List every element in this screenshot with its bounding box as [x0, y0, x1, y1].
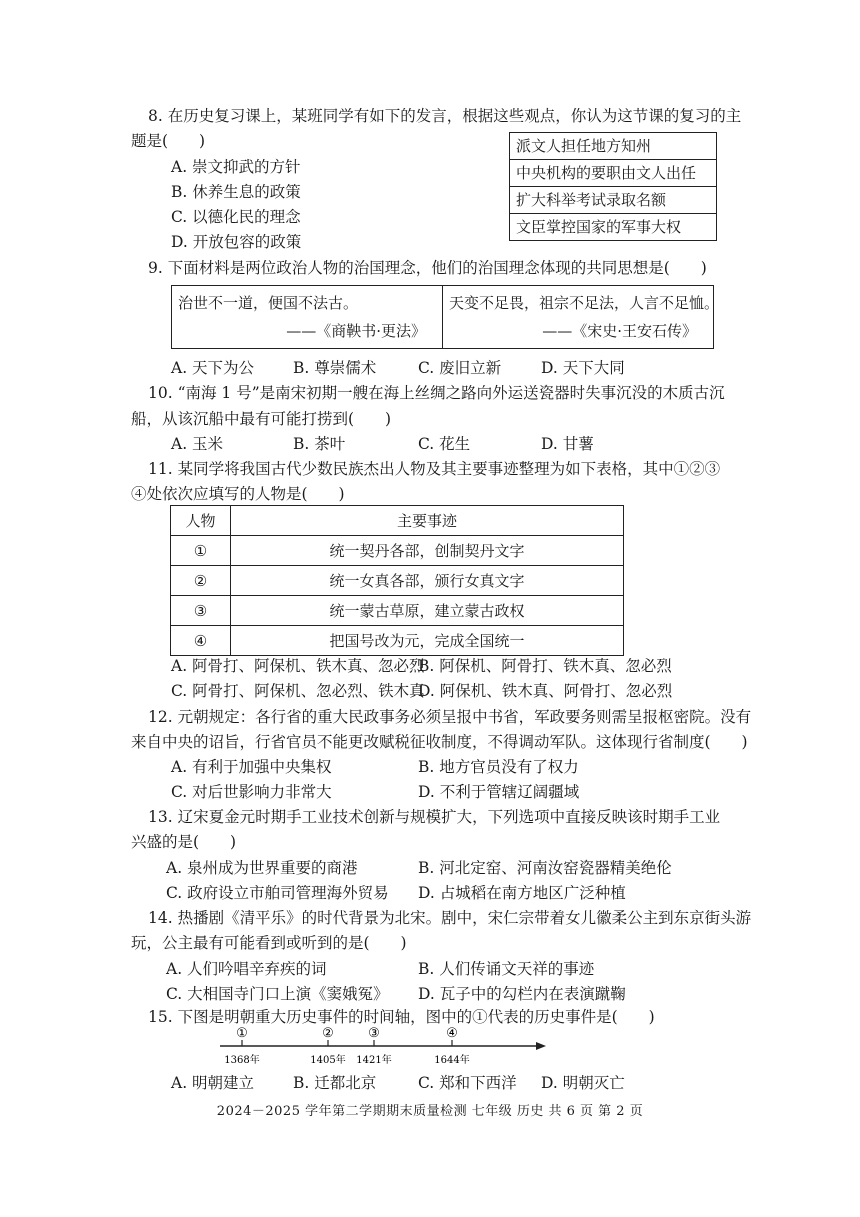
q8-statement: 中央机构的要职由文人出任: [510, 160, 716, 187]
q11-cell-marker: ④: [171, 626, 231, 656]
q10-option-b: B. 茶叶: [293, 435, 346, 453]
q10-stem-line1: 10. “南海 1 号”是南宋初期一艘在海上丝绸之路向外运送瓷器时失事沉没的木质古沉: [148, 384, 725, 402]
q8-option-a: A. 崇文抑武的方针: [171, 158, 301, 176]
q8-option-d: D. 开放包容的政策: [171, 233, 302, 251]
page-footer: 2024－2025 学年第二学期期末质量检测 七年级 历史 共 6 页 第 2 页: [216, 1104, 644, 1119]
q14-option-b: B. 人们传诵文天祥的事迹: [418, 960, 595, 978]
q11-stem-line1: 11. 某同学将我国古代少数民族杰出人物及其主要事迹整理为如下表格，其中①②③: [148, 460, 721, 478]
q9-right-source: ——《宋史·王安石传》: [542, 322, 697, 340]
table-row: [171, 566, 624, 596]
table-header-row: [171, 506, 624, 536]
q10-stem-line2: 船，从该沉船中最有可能打捞到( ): [131, 410, 392, 428]
q11-cell-deed: 统一女真各部，颁行女真文字: [231, 566, 624, 596]
q13-option-c: C. 政府设立市舶司管理海外贸易: [166, 884, 389, 902]
q11-option-d: D. 阿保机、铁木真、阿骨打、忽必烈: [418, 682, 673, 700]
q8-stem-line2: 题是( ): [131, 132, 206, 150]
q11-cell-marker: ②: [171, 566, 231, 596]
q11-option-a: A. 阿骨打、阿保机、铁木真、忽必烈: [171, 657, 425, 675]
q8-statement: 扩大科举考试录取名额: [510, 187, 716, 214]
timeline-marker: ③: [368, 1026, 380, 1041]
q11-cell-marker: ③: [171, 596, 231, 626]
q8-option-c: C. 以德化民的理念: [171, 208, 301, 226]
q9-option-d: D. 天下大同: [541, 359, 625, 377]
table-row: [171, 626, 624, 656]
q14-option-a: A. 人们吟唱辛弃疾的词: [166, 960, 327, 978]
timeline-marker: ②: [322, 1026, 334, 1041]
q12-stem-line2: 来自中央的诏旨，行省官员不能更改赋税征收制度，不得调动军队。这体现行省制度( ): [131, 733, 748, 751]
q14-option-c: C. 大相国寺门口上演《窦娥冤》: [166, 985, 389, 1003]
q13-option-d: D. 占城稻在南方地区广泛种植: [418, 884, 626, 902]
q14-stem-line2: 玩，公主最有可能看到或听到的是( ): [131, 934, 407, 952]
q12-option-a: A. 有利于加强中央集权: [171, 758, 332, 776]
q9-left-source: ——《商鞅书·更法》: [286, 322, 426, 340]
q9-material-right: [442, 286, 720, 348]
timeline-year: 1368年: [224, 1055, 260, 1066]
q11-option-c: C. 阿骨打、阿保机、忽必烈、铁木真: [171, 682, 425, 700]
q8-option-b: B. 休养生息的政策: [171, 183, 301, 201]
q9-left-quote: 治世不一道，便国不法古。: [178, 294, 359, 312]
table-row: [171, 536, 624, 566]
q15-timeline: [210, 1026, 550, 1070]
q14-option-d: D. 瓦子中的勾栏内在表演蹴鞠: [418, 985, 626, 1003]
q12-option-b: B. 地方官员没有了权力: [418, 758, 579, 776]
q15-option-a: A. 明朝建立: [171, 1074, 255, 1092]
q12-option-c: C. 对后世影响力非常大: [171, 783, 332, 801]
q9-option-b: B. 尊崇儒术: [293, 359, 377, 377]
q15-option-d: D. 明朝灭亡: [541, 1074, 625, 1092]
timeline-year: 1421年: [356, 1055, 392, 1066]
q10-option-c: C. 花生: [418, 435, 471, 453]
timeline-marker: ④: [446, 1026, 458, 1041]
timeline-marker: ①: [236, 1026, 248, 1041]
q9-option-a: A. 天下为公: [171, 359, 255, 377]
q9-right-quote: 天变不足畏，祖宗不足法，人言不足恤。: [449, 294, 720, 312]
q9-stem: 9. 下面材料是两位政治人物的治国理念，他们的治国理念体现的共同思想是( ): [148, 259, 707, 277]
q8-stem-line1: 8. 在历史复习课上，某班同学有如下的发言，根据这些观点，你认为这节课的复习的主: [148, 107, 742, 125]
q8-statements-box: [509, 132, 717, 241]
q15-option-c: C. 郑和下西洋: [418, 1074, 517, 1092]
q11-cell-deed: 把国号改为元，完成全国统一: [231, 626, 624, 656]
q11-stem-line2: ④处依次应填写的人物是( ): [131, 485, 345, 503]
q13-stem-line1: 13. 辽宋夏金元时期手工业技术创新与规模扩大，下列选项中直接反映该时期手工业: [148, 808, 721, 826]
q11-cell-marker: ①: [171, 536, 231, 566]
q11-option-b: B. 阿保机、阿骨打、铁木真、忽必烈: [418, 657, 672, 675]
q9-material-box: [171, 285, 720, 349]
q13-option-b: B. 河北定窑、河南汝窑瓷器精美绝伦: [418, 859, 672, 877]
q10-option-d: D. 甘薯: [541, 435, 594, 453]
timeline-year: 1405年: [310, 1055, 346, 1066]
q8-statement: 文臣掌控国家的军事大权: [516, 218, 682, 236]
q11-table: [170, 505, 624, 656]
q15-stem: 15. 下图是明朝重大历史事件的时间轴，图中的①代表的历史事件是( ): [148, 1008, 655, 1026]
q11-cell-deed: 统一契丹各部，创制契丹文字: [231, 536, 624, 566]
q11-header-deeds: 主要事迹: [231, 506, 624, 536]
q13-option-a: A. 泉州成为世界重要的商港: [166, 859, 358, 877]
timeline-arrow-icon: [536, 1042, 546, 1050]
q12-stem-line1: 12. 元朝规定：各行省的重大民政事务必须呈报中书省，军政要务则需呈报枢密院。没有: [148, 708, 752, 726]
timeline-year: 1644年: [434, 1055, 470, 1066]
q11-header-person: 人物: [171, 506, 231, 536]
q11-cell-deed: 统一蒙古草原，建立蒙古政权: [231, 596, 624, 626]
q12-option-d: D. 不利于管辖辽阔疆域: [418, 783, 580, 801]
table-row: [171, 596, 624, 626]
q15-option-b: B. 迁都北京: [293, 1074, 377, 1092]
q9-material-left: [172, 286, 442, 348]
q13-stem-line2: 兴盛的是( ): [131, 833, 237, 851]
q14-stem-line1: 14. 热播剧《清平乐》的时代背景为北宋。剧中，宋仁宗带着女儿徽柔公主到东京街头游: [148, 909, 752, 927]
q8-statement: 派文人担任地方知州: [510, 133, 716, 160]
q10-option-a: A. 玉米: [171, 435, 224, 453]
q9-option-c: C. 废旧立新: [418, 359, 502, 377]
